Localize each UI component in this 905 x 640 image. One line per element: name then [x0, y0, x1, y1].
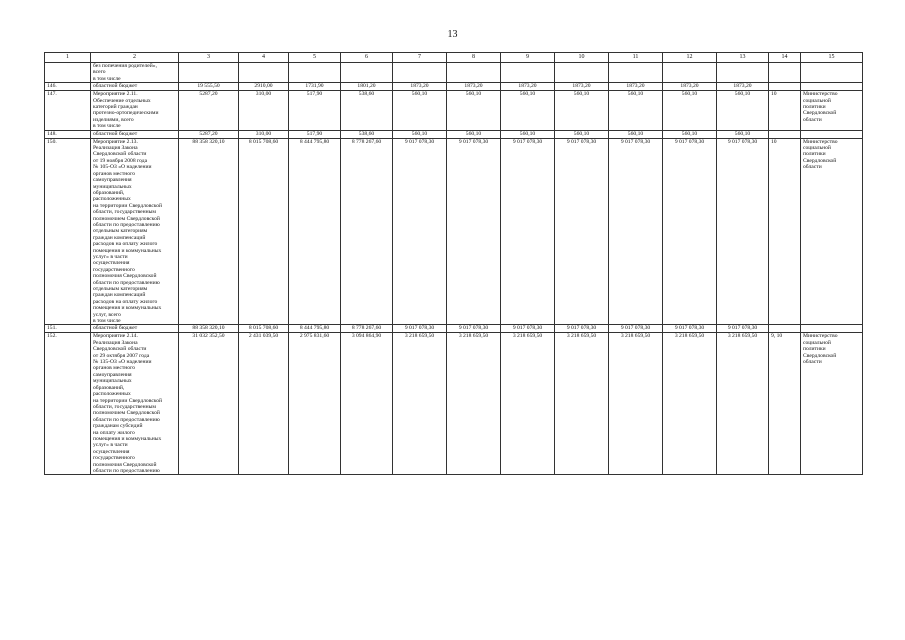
row-value: 1801,20 — [341, 83, 393, 91]
row-value: 2910,00 — [239, 83, 289, 91]
row-value: 560,10 — [393, 130, 447, 138]
row-value: 560,10 — [555, 91, 609, 130]
row-description: областной бюджет — [91, 83, 179, 91]
row-number: 152. — [45, 333, 91, 475]
row-number: 147. — [45, 91, 91, 130]
table-row — [45, 130, 863, 138]
row-value: 3 218 659,50 — [555, 333, 609, 475]
column-header: 8 — [447, 53, 501, 63]
row-number: 148. — [45, 130, 91, 138]
row-value: 560,10 — [609, 91, 663, 130]
row-value — [609, 63, 663, 83]
row-value: 9 017 078,30 — [393, 325, 447, 333]
row-value — [341, 63, 393, 83]
column-header: 6 — [341, 53, 393, 63]
row-description: областной бюджет — [91, 325, 179, 333]
row-target: 9, 10 — [769, 333, 801, 475]
row-value: 8 778 267,60 — [341, 138, 393, 325]
row-value: 8 015 708,60 — [239, 325, 289, 333]
row-value: 9 017 078,30 — [555, 138, 609, 325]
row-value: 9 017 078,30 — [609, 325, 663, 333]
row-value: 19 555,50 — [179, 83, 239, 91]
row-ministry — [801, 83, 863, 91]
row-value: 5287,20 — [179, 130, 239, 138]
row-target — [769, 325, 801, 333]
row-value: 9 017 078,30 — [447, 138, 501, 325]
row-value: 8 015 708,60 — [239, 138, 289, 325]
row-value: 9 017 078,30 — [717, 138, 769, 325]
row-value: 88 358 320,10 — [179, 325, 239, 333]
row-value: 310,00 — [239, 130, 289, 138]
row-value: 560,10 — [663, 91, 717, 130]
row-target — [769, 130, 801, 138]
row-value: 560,10 — [609, 130, 663, 138]
row-value: 8 444 795,80 — [289, 325, 341, 333]
row-value: 2 975 831,60 — [289, 333, 341, 475]
column-header: 3 — [179, 53, 239, 63]
row-value: 1873,20 — [555, 83, 609, 91]
row-value: 538,60 — [341, 91, 393, 130]
row-value: 9 017 078,30 — [447, 325, 501, 333]
row-value: 560,10 — [393, 91, 447, 130]
row-value: 560,10 — [717, 130, 769, 138]
row-value: 3 218 659,50 — [717, 333, 769, 475]
column-header: 5 — [289, 53, 341, 63]
row-ministry — [801, 130, 863, 138]
row-value: 88 358 320,10 — [179, 138, 239, 325]
row-value — [555, 63, 609, 83]
row-number: 146. — [45, 83, 91, 91]
row-value: 31 032 352,50 — [179, 333, 239, 475]
row-value: 538,60 — [341, 130, 393, 138]
row-value: 9 017 078,30 — [663, 138, 717, 325]
row-value: 1873,20 — [717, 83, 769, 91]
row-value: 1731,90 — [289, 83, 341, 91]
column-header: 14 — [769, 53, 801, 63]
row-value — [663, 63, 717, 83]
row-value: 9 017 078,30 — [501, 138, 555, 325]
column-header: 11 — [609, 53, 663, 63]
column-header: 15 — [801, 53, 863, 63]
row-value: 5287,20 — [179, 91, 239, 130]
budget-table — [44, 52, 863, 475]
row-ministry: Министерство социальной политики Свердловской области — [801, 91, 863, 130]
row-number: 150. — [45, 138, 91, 325]
row-value: 1873,20 — [609, 83, 663, 91]
table-row — [45, 91, 863, 130]
row-value — [289, 63, 341, 83]
row-ministry — [801, 63, 863, 83]
row-value: 3 218 659,50 — [501, 333, 555, 475]
row-value: 9 017 078,30 — [393, 138, 447, 325]
row-value: 9 017 078,30 — [501, 325, 555, 333]
row-value — [239, 63, 289, 83]
row-value: 8 444 795,80 — [289, 138, 341, 325]
row-value: 9 017 078,30 — [663, 325, 717, 333]
row-value: 560,10 — [447, 130, 501, 138]
row-description: без попечения родителей», всего в том числе — [91, 63, 179, 83]
row-value: 560,10 — [663, 130, 717, 138]
row-ministry — [801, 325, 863, 333]
row-value: 3 218 659,50 — [663, 333, 717, 475]
column-header: 9 — [501, 53, 555, 63]
column-header: 4 — [239, 53, 289, 63]
row-value — [179, 63, 239, 83]
column-header: 10 — [555, 53, 609, 63]
row-ministry: Министерство социальной политики Свердловской области — [801, 138, 863, 325]
row-target: 10 — [769, 138, 801, 325]
row-ministry: Министерство социальной политики Свердловской области — [801, 333, 863, 475]
row-value: 2 431 039,50 — [239, 333, 289, 475]
table-row — [45, 333, 863, 475]
row-number — [45, 63, 91, 83]
row-value: 1873,20 — [663, 83, 717, 91]
row-description: Мероприятие 2.11. Обеспечение отдельных категорий граждан протезно-ортопедическими изделиями, всего в том числе — [91, 91, 179, 130]
row-number: 151. — [45, 325, 91, 333]
row-value: 1873,20 — [393, 83, 447, 91]
row-value: 3 094 864,90 — [341, 333, 393, 475]
row-value: 8 778 267,60 — [341, 325, 393, 333]
row-value: 310,00 — [239, 91, 289, 130]
row-value: 3 218 659,50 — [447, 333, 501, 475]
column-header: 7 — [393, 53, 447, 63]
table-row — [45, 83, 863, 91]
table-row — [45, 63, 863, 83]
row-value: 9 017 078,30 — [555, 325, 609, 333]
row-value — [717, 63, 769, 83]
table-row — [45, 325, 863, 333]
row-description: Мероприятие 2.14. Реализация Закона Свердловской области от 29 октября 2007 года № 135-ОЗ «О наделении органов местного самоуправления муниципальных образований, расположенных на территории Свердловской области, государственным полномочием Свердловской области по предоставлению гражданам субсидий на оплату жилого помещения и коммунальных услуг» в части осуществления государственного полномочия Свердловской области по предоставлению — [91, 333, 179, 475]
row-value — [447, 63, 501, 83]
row-description: областной бюджет — [91, 130, 179, 138]
row-value: 560,10 — [717, 91, 769, 130]
column-header: 13 — [717, 53, 769, 63]
row-value — [501, 63, 555, 83]
row-value: 560,10 — [501, 91, 555, 130]
row-value: 3 218 659,50 — [393, 333, 447, 475]
row-target — [769, 63, 801, 83]
row-value: 9 017 078,30 — [609, 138, 663, 325]
row-value: 9 017 078,30 — [717, 325, 769, 333]
row-value: 1873,20 — [447, 83, 501, 91]
page-number: 13 — [447, 29, 458, 40]
row-value: 560,10 — [501, 130, 555, 138]
row-target — [769, 83, 801, 91]
row-value: 560,10 — [555, 130, 609, 138]
table-row — [45, 138, 863, 325]
row-value: 1873,20 — [501, 83, 555, 91]
row-value: 560,10 — [447, 91, 501, 130]
table-header-row — [45, 53, 863, 63]
row-target: 10 — [769, 91, 801, 130]
row-value: 517,90 — [289, 91, 341, 130]
row-description: Мероприятие 2.13. Реализация Закона Свердловской области от 19 ноября 2008 года № 105-ОЗ «О наделении органов местного самоуправления муниципальных образований, расположенных на территории Свердловской области, государственным полномочием Свердловской области по предоставлению отдельным категориям граждан компенсаций расходов на оплату жилого помещения и коммунальных услуг» в части осуществления государственного полномочия Свердловской области по предоставлению отдельным категориям граждан компенсаций расходов на оплату жилого помещения и коммунальных услуг, всего в том числе — [91, 138, 179, 325]
column-header: 12 — [663, 53, 717, 63]
row-value: 3 218 659,50 — [609, 333, 663, 475]
column-header: 1 — [45, 53, 91, 63]
column-header: 2 — [91, 53, 179, 63]
row-value: 517,90 — [289, 130, 341, 138]
row-value — [393, 63, 447, 83]
